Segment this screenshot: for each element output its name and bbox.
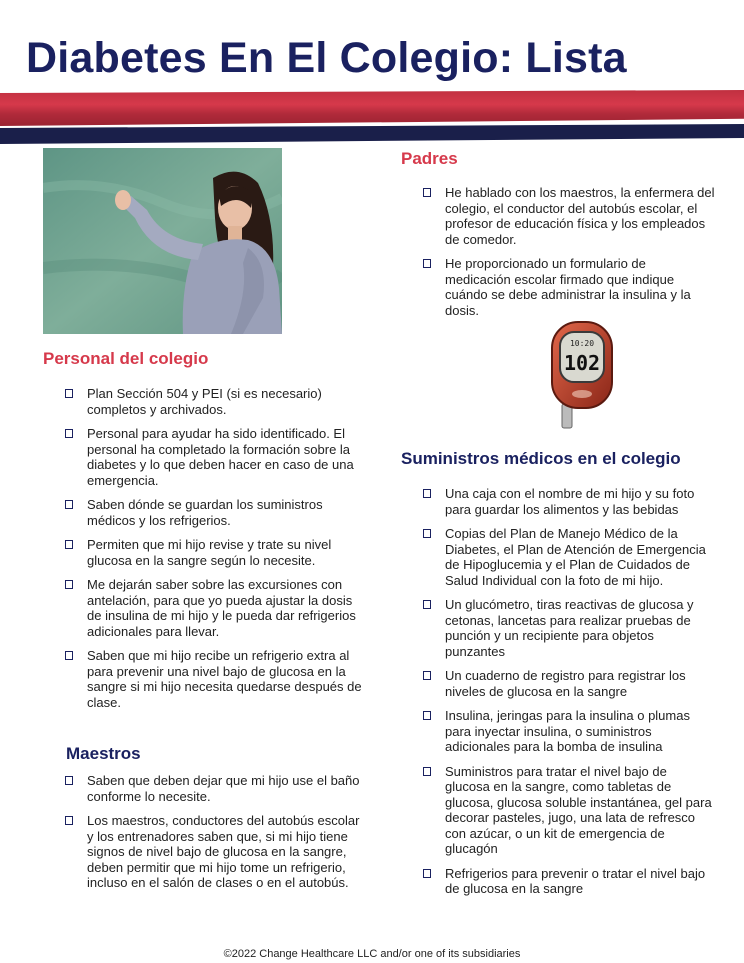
list-item: Saben que mi hijo recibe un refrigerio extra al para prevenir una nivel bajo de glucosa en la sangre si mi hijo necesita quedarse después de clase. (65, 648, 368, 710)
list-maestros (65, 773, 368, 900)
checkbox-icon[interactable] (65, 816, 73, 825)
checkbox-icon[interactable] (65, 580, 73, 589)
checkbox-icon[interactable] (423, 869, 431, 878)
list-item: Un cuaderno de registro para registrar los niveles de glucosa en la sangre (423, 668, 715, 699)
list-item: Un glucómetro, tiras reactivas de glucosa y cetonas, lancetas para realizar pruebas de punción y un recipiente para objetos punzantes (423, 597, 715, 659)
checkbox-icon[interactable] (423, 600, 431, 609)
checkbox-icon[interactable] (65, 389, 73, 398)
list-item: Saben que deben dejar que mi hijo use el baño conforme lo necesite. (65, 773, 368, 804)
checkbox-icon[interactable] (423, 767, 431, 776)
list-item: Permiten que mi hijo revise y trate su nivel glucosa en la sangre según lo necesite. (65, 537, 368, 568)
checkbox-icon[interactable] (423, 259, 431, 268)
checkbox-icon[interactable] (423, 711, 431, 720)
list-item: He proporcionado un formulario de medicación escolar firmado que indique cuándo se debe administrar la insulina y la dosis. (423, 256, 715, 318)
teacher-chalkboard-photo (43, 148, 282, 334)
list-item: Me dejarán saber sobre las excursiones con antelación, para que yo pueda ajustar la dosis de insulina de mi hijo y le pueda dar refrigerios adicionales para llevar. (65, 577, 368, 639)
heading-maestros: Maestros (66, 744, 141, 763)
heading-suministros-medicos: Suministros médicos en el colegio (401, 449, 681, 468)
list-item: Refrigerios para prevenir o tratar el nivel bajo de glucosa en la sangre (423, 866, 715, 897)
meter-time: 10:20 (569, 339, 595, 348)
checkbox-icon[interactable] (423, 671, 431, 680)
heading-padres: Padres (401, 149, 458, 168)
page-title: Diabetes En El Colegio: Lista (26, 34, 627, 82)
meter-reading: 102 (563, 351, 601, 375)
checkbox-icon[interactable] (423, 489, 431, 498)
checkbox-icon[interactable] (423, 529, 431, 538)
copyright-footer: ©2022 Change Healthcare LLC and/or one of its subsidiaries (223, 948, 521, 960)
list-item: Saben dónde se guardan los suministros médicos y los refrigerios. (65, 497, 368, 528)
list-personal-del-colegio (65, 386, 368, 719)
list-item: He hablado con los maestros, la enfermera del colegio, el conductor del autobús escolar, el profesor de educación física y los empleados de comedor. (423, 185, 715, 247)
list-item: Suministros para tratar el nivel bajo de glucosa en la sangre, como tabletas de glucosa, glucosa soluble instantánea, gel para decorar pasteles, jugo, una lata de refresco con azúcar, o un kit de emergencia de glucagón (423, 764, 715, 857)
checkbox-icon[interactable] (65, 540, 73, 549)
glucose-meter-image (548, 318, 616, 430)
checkbox-icon[interactable] (65, 651, 73, 660)
heading-personal-del-colegio: Personal del colegio (43, 349, 209, 368)
list-item: Personal para ayudar ha sido identificado. El personal ha completado la formación sobre la diabetes y lo que deben hacer en caso de una emergencia. (65, 426, 368, 488)
header-band-navy (0, 124, 744, 144)
list-item: Una caja con el nombre de mi hijo y su foto para guardar los alimentos y las bebidas (423, 486, 715, 517)
checkbox-icon[interactable] (65, 429, 73, 438)
header-band-red (0, 90, 744, 114)
list-item: Plan Sección 504 y PEI (si es necesario) completos y archivados. (65, 386, 368, 417)
checkbox-icon[interactable] (65, 776, 73, 785)
list-suministros-medicos (423, 486, 715, 906)
header-band-red-shadow (0, 114, 744, 126)
list-item: Los maestros, conductores del autobús escolar y los entrenadores saben que, si mi hijo tiene signos de nivel bajo de glucosa en la sangre, deben permitir que mi hijo tome un refrigerio, incluso en el salón de clases o en el autobús. (65, 813, 368, 891)
checkbox-icon[interactable] (423, 188, 431, 197)
list-item: Copias del Plan de Manejo Médico de la Diabetes, el Plan de Atención de Emergencia de Hipoglucemia y el Plan de Cuidados de Salud Individual con la foto de mi hijo. (423, 526, 715, 588)
list-item: Insulina, jeringas para la insulina o plumas para inyectar insulina, o suministros adicionales para la bomba de insulina (423, 708, 715, 755)
list-padres (423, 185, 715, 327)
checkbox-icon[interactable] (65, 500, 73, 509)
